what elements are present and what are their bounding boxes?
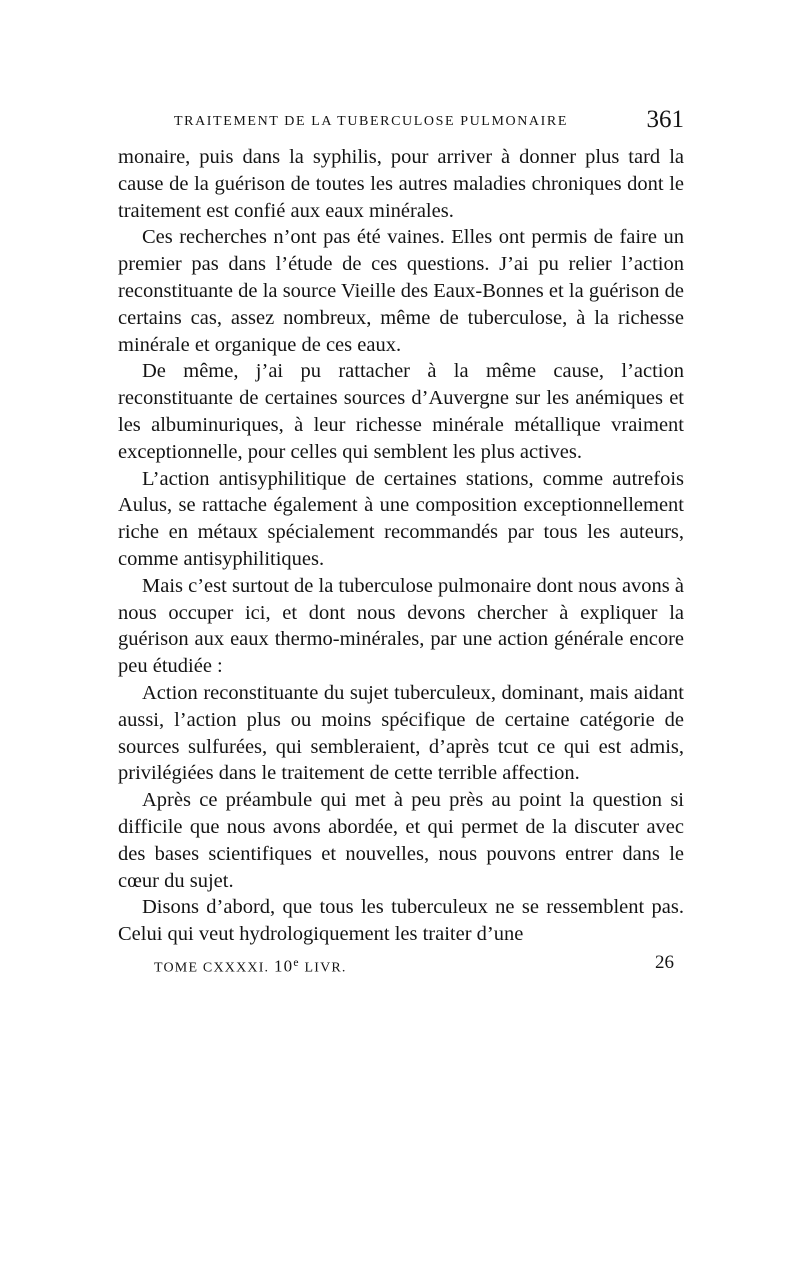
document-page <box>118 104 684 980</box>
footer-livraison-sup: e <box>293 955 300 969</box>
footer-livraison-number: 10 <box>273 956 294 976</box>
footer-volume: TOME CXXXXI. <box>154 960 270 976</box>
running-title: TRAITEMENT DE LA TUBERCULOSE PULMONAIRE <box>174 114 568 129</box>
paragraph: Après ce préambule qui met à peu près au point la question si difficile que nous avons abordée, et qui permet de la discuter avec des bases scientifiques et nouvelles, nous pouvons entrer dans le cœur du sujet. <box>118 789 684 892</box>
paragraph: Mais c’est surtout de la tuberculose pulmonaire dont nous avons à nous occuper ici, et dont nous devons chercher à expliquer la guérison aux eaux thermo-minérales, par une action générale encore peu étudiée : <box>118 574 684 678</box>
paragraph: Action reconstituante du sujet tuberculeux, dominant, mais aidant aussi, l’action plus ou moins spécifique de certaine catégorie de sources sulfurées, qui sembleraient, d’après tcut ce qui est admis, privilégiées dans le traitement de cette terrible affection. <box>118 681 684 785</box>
running-head <box>118 104 684 144</box>
paragraph: monaire, puis dans la syphilis, pour arriver à donner plus tard la cause de la guérison de toutes les autres maladies chroniques dont le traitement est confié aux eaux minérales. <box>118 146 684 222</box>
body-text <box>118 144 684 948</box>
footer-volume-line <box>154 956 347 977</box>
paragraph: Disons d’abord, que tous les tuberculeux ne se ressemblent pas. Celui qui veut hydrologiquement les traiter d’une <box>118 896 684 946</box>
paragraph: Ces recherches n’ont pas été vaines. Elles ont permis de faire un premier pas dans l’étude de ces questions. J’ai pu relier l’action reconstituante de la source Vieille des Eaux-Bonnes et la guérison de certains cas, assez nombreux, même de tuberculose, à la richesse minérale et organique de ces eaux. <box>118 226 684 356</box>
footer-livraison-label: LIVR. <box>304 960 347 976</box>
paragraph: De même, j’ai pu rattacher à la même cause, l’action reconstituante de certaines sources d’Auvergne sur les anémiques et les albuminuriques, à leur richesse minérale métallique vraiment exceptionnelle, pour celles qui semblent les plus actives. <box>118 360 684 463</box>
signature-mark: 26 <box>655 951 674 973</box>
page-number: 361 <box>646 106 684 133</box>
paragraph: L’action antisyphilitique de certaines stations, comme autrefois Aulus, se rattache également à une composition exceptionnellement riche en métaux spécialement recommandés par tous les auteurs, comme antisyphilitiques. <box>118 467 684 570</box>
page-footer <box>118 950 684 980</box>
